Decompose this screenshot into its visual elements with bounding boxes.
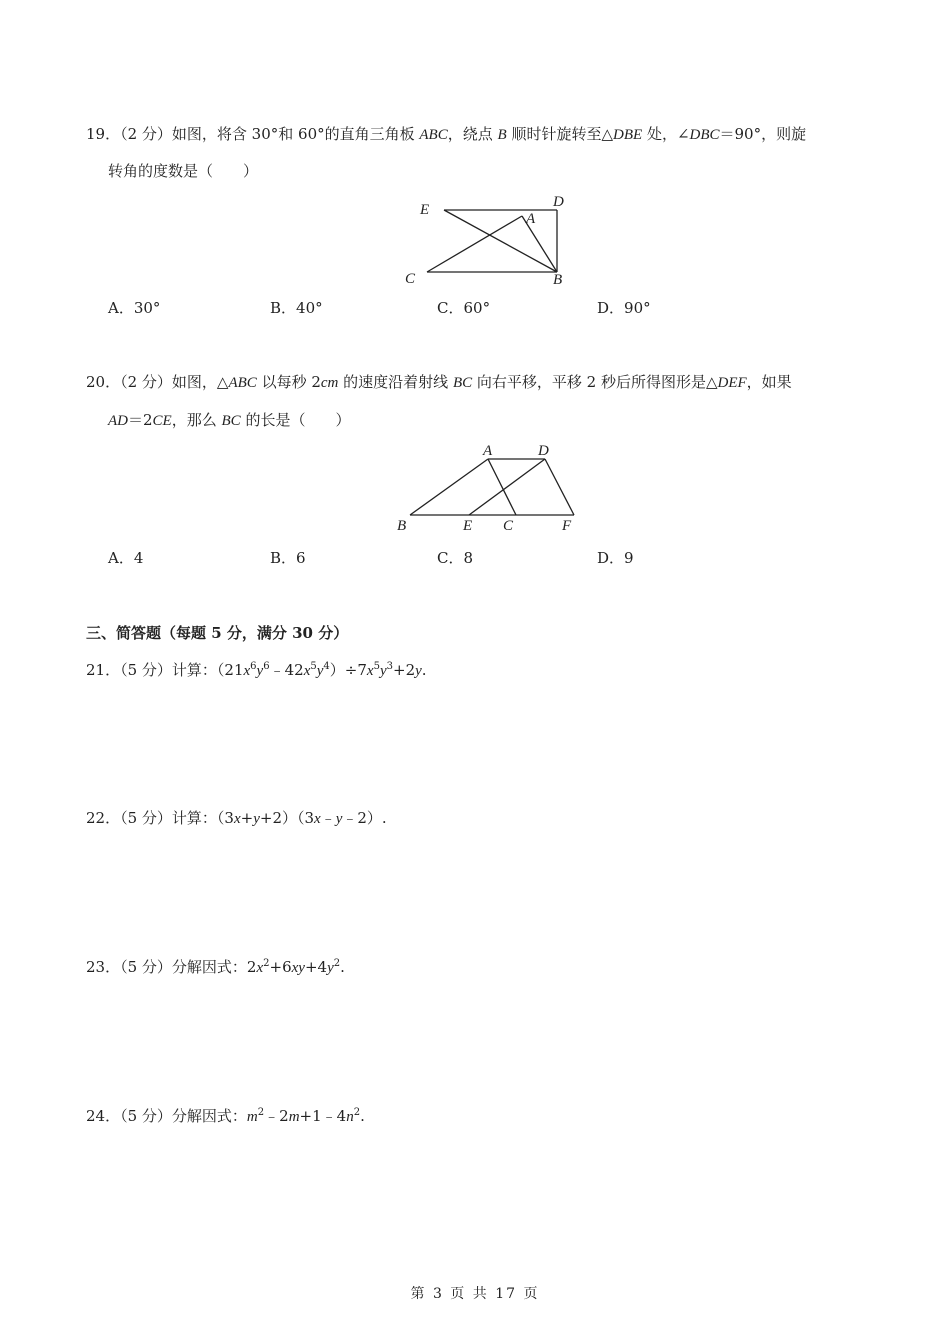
q19-label-E: E — [420, 202, 430, 218]
q20-label-A: A — [483, 443, 493, 459]
q20-edge-BA — [410, 459, 488, 515]
q22: 22．（5 分）计算：（3x+y+2）（3x﹣y﹣2）. — [86, 809, 387, 827]
q19-option-c: C．60° — [437, 299, 491, 317]
q20-label-C: C — [503, 518, 514, 534]
page-footer: 第 3 页 共 17 页 — [410, 1286, 540, 1302]
q19-line2: 转角的度数是（ ） — [108, 162, 259, 180]
q20-edge-AC — [488, 459, 516, 515]
q21: 21．（5 分）计算：$(21x^6y^6﹣42x^5y^4)\div 7x^5y^3+2y$. — [86, 661, 427, 679]
section-heading: 三、简答题（每题 5 分，满分 30 分） — [86, 624, 349, 642]
q19-label-A: A — [526, 211, 536, 227]
q19-edge-CA — [427, 216, 522, 272]
q20-line2: AD＝2CE，那么 BC 的长是（ ） — [108, 411, 351, 429]
q20-edge-ED — [469, 459, 545, 515]
q20-line1: 20．（2 分）如图，△ABC 以每秒 2cm 的速度沿着射线 BC 向右平移，平移 2 秒后所得图形是△DEF，如果 — [86, 373, 792, 391]
q20-label-B: B — [397, 518, 407, 534]
q19-option-d: D．90° — [597, 299, 651, 317]
q20-label-D: D — [538, 443, 549, 459]
q20-edge-DF — [545, 459, 574, 515]
q19-edge-EB — [444, 210, 557, 272]
q20-option-d: D．9 — [597, 549, 634, 567]
q19-line1: 19．（2 分）如图，将含 30°和 60°的直角三角板 ABC，绕点 B 顺时针旋转至△DBE 处，∠DBC＝90°，则旋 — [86, 125, 807, 143]
q20-option-b: B．6 — [270, 549, 306, 567]
q20-label-F: F — [562, 518, 572, 534]
q19-label-D: D — [553, 194, 564, 210]
q19-label-B: B — [553, 272, 563, 288]
q20-figure — [390, 438, 590, 538]
q24: 24．（5 分）分解因式：$m^2﹣2m+1﹣4n^2$. — [86, 1107, 365, 1125]
q20-label-E: E — [463, 518, 473, 534]
q19-option-a: A．30° — [108, 299, 161, 317]
q23: 23．（5 分）分解因式：$2x^2+6xy+4y^2$. — [86, 958, 345, 976]
q19-option-b: B．40° — [270, 299, 323, 317]
q19-figure — [400, 190, 590, 290]
q19-label-C: C — [405, 271, 416, 287]
q20-option-a: A．4 — [108, 549, 144, 567]
q20-option-c: C．8 — [437, 549, 474, 567]
